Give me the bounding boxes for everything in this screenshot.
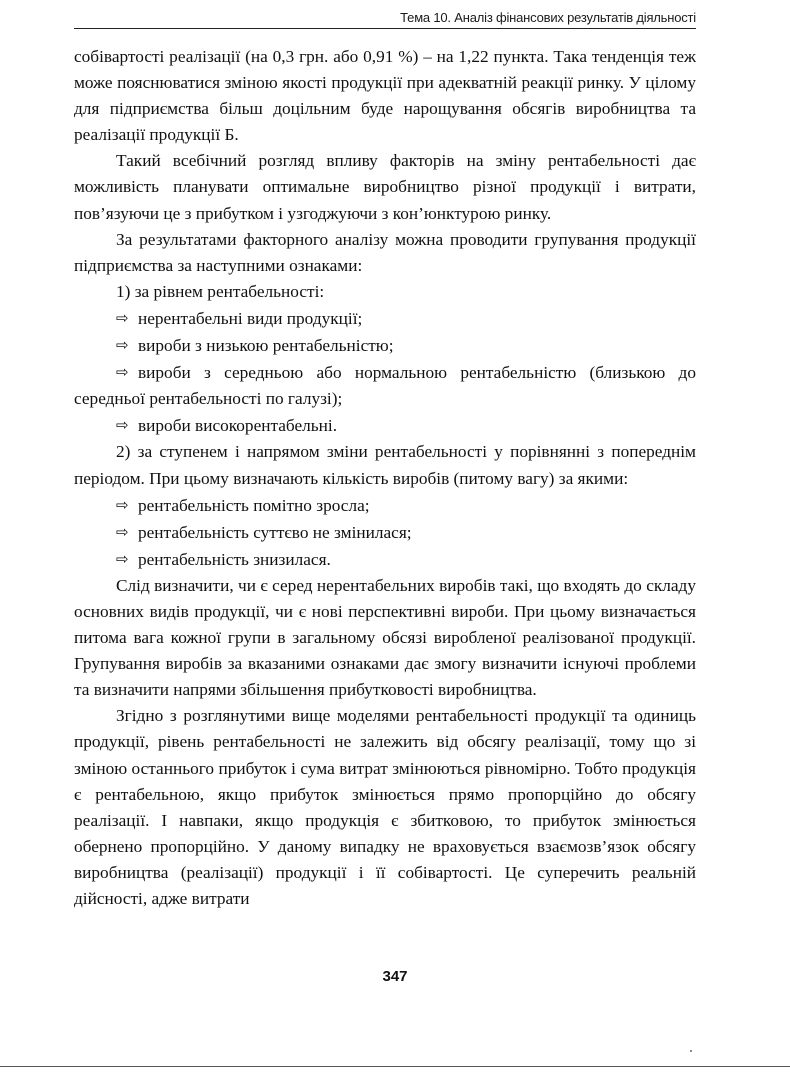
list-item-text: рентабельність помітно зросла; [138, 495, 370, 515]
paragraph-continued [74, 44, 696, 148]
paragraph [74, 703, 696, 912]
page-number: 347 [382, 968, 408, 985]
paragraph-text: За результатами факторного аналізу можна проводити групування продукції підприємства за наступними ознаками: [74, 229, 696, 275]
paragraph-text: Згідно з розглянутими вище моделями рентабельності продукції та одиниць продукції, рівень рентабельності не залежить від обсягу реалізації, тому що зі зміною останнього прибуток і сума витрат змінюються рівномірно. Тобто продукція є рентабельною, якщо прибуток змінюється прямо пропорційно до обсягу реалізації. І навпаки, якщо продукція є збитковою, то прибуток змінюється обернено пропорційно. У даному випадку не враховується взаємозв’язок обсягу виробництва (реалізації) продукції і її собівартості. Це суперечить реальній дійсності, адже витрати [74, 706, 696, 908]
arrow-bullet-icon: ⇨ [116, 495, 129, 514]
paragraph [74, 573, 696, 703]
scan-edge-line [0, 1066, 790, 1067]
list-heading-text: 2) за ступенем і напрямом зміни рентабельності у порівнянні з попереднім періодом. При цьому визначають кількість виробів (питому вагу) за якими: [74, 442, 696, 488]
arrow-bullet-icon: ⇨ [116, 416, 129, 435]
list-item [74, 546, 696, 573]
list-item [74, 492, 696, 519]
list-item [74, 519, 696, 546]
paragraph-text: собівартості реалізації (на 0,3 грн. або 0,91 %) – на 1,22 пункта. Така тенденція теж може пояснюватися зміною якості продукції при адекватній реакції ринку. У цілому для підприємства більш доцільним буде нарощування обсягів виробництва та реалізації продукції Б. [74, 47, 696, 145]
arrow-bullet-icon: ⇨ [116, 336, 129, 355]
list-heading [74, 279, 696, 305]
arrow-bullet-icon: ⇨ [116, 308, 129, 327]
paragraph-text: Слід визначити, чи є серед нерентабельних виробів такі, що входять до складу основних видів продукції, чи є нові перспективні вироби. При цьому визначається питома вага кожної групи в загальному обсязі виробленої реалізованої продукції. Групування виробів за вказаними ознаками дає змогу визначити існуючі проблеми та визначити напрями збільшення прибутковості виробництва. [74, 575, 696, 700]
paragraph [74, 148, 696, 226]
list-heading [74, 439, 696, 491]
running-head-title: Тема 10. Аналіз фінансових результатів діяльності [400, 10, 696, 25]
list-item [74, 332, 696, 359]
paragraph [74, 227, 696, 279]
arrow-bullet-icon: ⇨ [116, 549, 129, 568]
paragraph-text: Такий всебічний розгляд впливу факторів на зміну рентабельності дає можливість планувати оптимальне виробництво різної продукції і витрати, пов’язуючи це з прибутком і узгоджуючи з кон’юнктурою ринку. [74, 151, 696, 223]
page-body [74, 44, 696, 912]
arrow-bullet-icon: ⇨ [116, 522, 129, 541]
list-heading-text: 1) за рівнем рентабельності: [116, 281, 325, 301]
list-item-text: рентабельність суттєво не змінилася; [138, 522, 412, 542]
list-item-text: вироби з середньою або нормальною рентабельністю (близькою до середньої рентабельності по галузі); [74, 363, 696, 409]
list-item [74, 305, 696, 332]
list-item-text: рентабельність знизилася. [138, 549, 331, 569]
list-item [74, 359, 696, 412]
arrow-bullet-icon: ⇨ [116, 363, 129, 382]
list-item-text: вироби високорентабельні. [138, 416, 338, 436]
scan-speck [690, 1050, 692, 1052]
list-item-text: вироби з низькою рентабельністю; [138, 336, 394, 356]
header-rule [74, 28, 696, 29]
list-item [74, 412, 696, 439]
list-item-text: нерентабельні види продукції; [138, 308, 363, 328]
